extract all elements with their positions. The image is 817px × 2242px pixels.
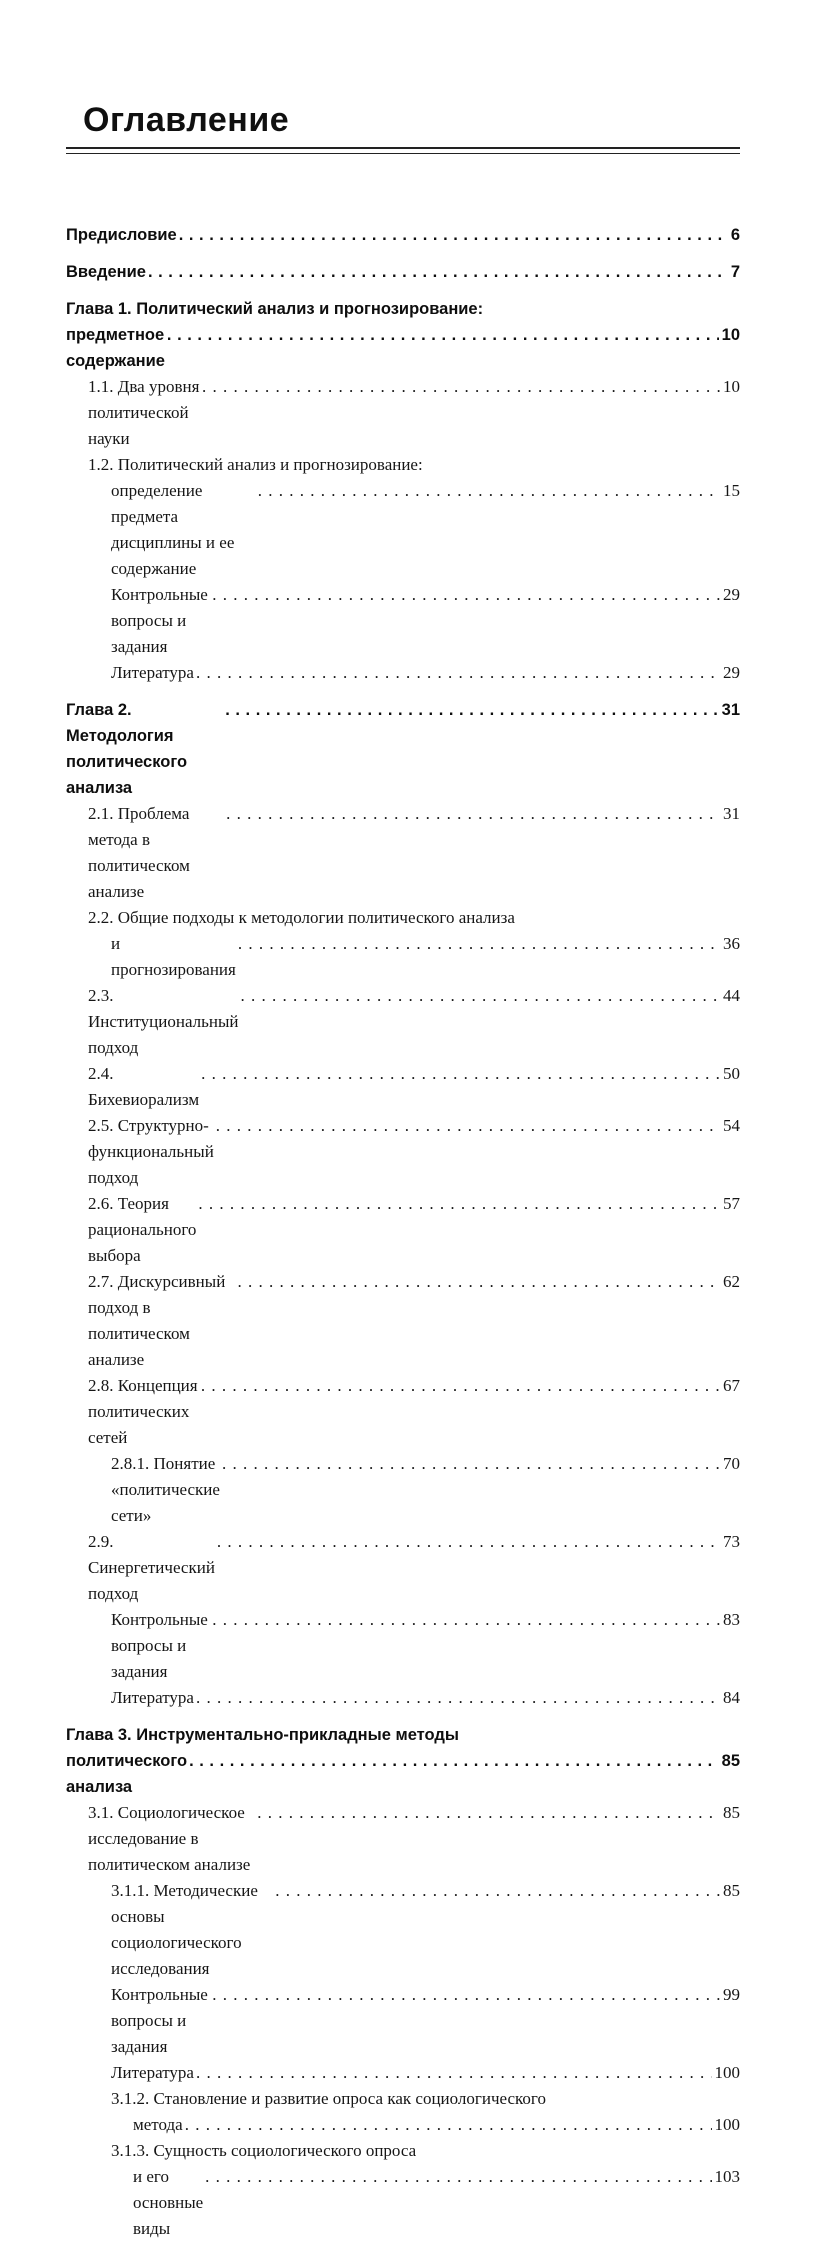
page-number: 73 bbox=[723, 1532, 740, 1551]
toc-entry-text: 3.1.2. Становление и развитие опроса как социологического bbox=[111, 2089, 546, 2108]
toc-entry-text: 2.5. Структурно-функциональный подход bbox=[88, 1116, 219, 1187]
dot-leader bbox=[196, 660, 720, 686]
toc-entry-text: 3.1. Социологическое исследование в политическом анализе bbox=[88, 1803, 251, 1874]
title-double-rule bbox=[66, 147, 740, 154]
toc-row bbox=[66, 697, 740, 801]
toc-row bbox=[66, 259, 740, 285]
dot-leader bbox=[205, 2164, 711, 2190]
toc-entry-text: предметное содержание bbox=[66, 326, 169, 370]
dot-leader bbox=[185, 2112, 712, 2138]
toc-row bbox=[66, 1451, 740, 1529]
toc-entry-text: 2.4. Бихевиорализм bbox=[88, 1064, 200, 1109]
toc-entry-text: 2.6. Теория рационального выбора bbox=[88, 1194, 201, 1265]
page-number: 31 bbox=[723, 804, 740, 823]
toc-entry-text: 3.1.3. Сущность социологического опроса bbox=[111, 2141, 417, 2160]
toc-entry-text: Введение bbox=[66, 263, 146, 281]
page-title: Оглавление bbox=[83, 101, 290, 139]
page-number: 31 bbox=[721, 701, 740, 719]
toc-row bbox=[66, 2138, 740, 2164]
toc-row bbox=[66, 1800, 740, 1878]
toc-list bbox=[66, 222, 740, 2242]
toc-row bbox=[66, 1982, 740, 2060]
dot-leader bbox=[237, 1269, 720, 1295]
toc-row bbox=[66, 2112, 740, 2138]
toc-row bbox=[66, 478, 740, 582]
toc-entry-text: 2.1. Проблема метода в политическом анализе bbox=[88, 804, 195, 901]
dot-leader bbox=[201, 1061, 720, 1087]
toc-entry-text: метода bbox=[133, 2115, 183, 2134]
dot-leader bbox=[241, 983, 721, 1009]
toc-row bbox=[66, 582, 740, 660]
toc-row bbox=[66, 222, 740, 248]
toc-row bbox=[66, 1685, 740, 1711]
dot-leader bbox=[222, 1451, 720, 1477]
toc-entry-text: 2.3. Институциональный подход bbox=[88, 986, 243, 1057]
page-number: 85 bbox=[723, 1803, 740, 1822]
dot-leader bbox=[226, 801, 720, 827]
dot-leader bbox=[275, 1878, 720, 1904]
toc-row bbox=[66, 322, 740, 374]
page-number: 83 bbox=[723, 1610, 740, 1629]
page-number: 10 bbox=[723, 377, 740, 396]
page-number: 29 bbox=[723, 585, 740, 604]
toc-row bbox=[66, 1373, 740, 1451]
toc-row bbox=[66, 983, 740, 1061]
page-number: 67 bbox=[723, 1376, 740, 1395]
page-number: 85 bbox=[723, 1881, 740, 1900]
toc-entry-text: определение предмета дисциплины и ее содержание bbox=[111, 481, 239, 578]
page-number: 62 bbox=[723, 1272, 740, 1291]
toc-entry-text: 2.8.1. Понятие «политические сети» bbox=[111, 1454, 225, 1525]
dot-leader bbox=[189, 1748, 719, 1774]
toc-entry-text: Литература bbox=[111, 1688, 194, 1707]
toc-entry-text: 2.8. Концепция политических сетей bbox=[88, 1376, 202, 1447]
dot-leader bbox=[212, 582, 720, 608]
toc-entry-text: 2.2. Общие подходы к методологии политического анализа bbox=[88, 908, 515, 927]
page-number: 7 bbox=[730, 263, 740, 281]
page-number: 57 bbox=[723, 1194, 740, 1213]
toc-entry-text: 1.2. Политический анализ и прогнозирование: bbox=[88, 455, 423, 474]
toc-entry-text: Предисловие bbox=[66, 226, 177, 244]
dot-leader bbox=[225, 697, 718, 723]
page-number: 54 bbox=[723, 1116, 740, 1135]
toc-entry-text: 2.7. Дискурсивный подход в политическом анализе bbox=[88, 1272, 230, 1369]
toc-row bbox=[66, 905, 740, 931]
page-number: 99 bbox=[723, 1985, 740, 2004]
toc-row bbox=[66, 2164, 740, 2242]
toc-entry-text: 2.9. Синергетический подход bbox=[88, 1532, 220, 1603]
toc-row bbox=[66, 1748, 740, 1800]
toc-entry-text: Контрольные вопросы и задания bbox=[111, 585, 213, 656]
dot-leader bbox=[198, 1191, 720, 1217]
toc-entry-text: Контрольные вопросы и задания bbox=[111, 1985, 213, 2056]
toc-entry-text: Глава 3. Инструментально-прикладные методы bbox=[66, 1726, 459, 1744]
dot-leader bbox=[179, 222, 728, 248]
dot-leader bbox=[217, 1529, 720, 1555]
toc-row bbox=[66, 296, 740, 322]
page-number: 50 bbox=[723, 1064, 740, 1083]
page-number: 103 bbox=[714, 2167, 740, 2186]
page-number: 100 bbox=[714, 2063, 740, 2082]
toc-row bbox=[66, 2086, 740, 2112]
toc-entry-text: Литература bbox=[111, 663, 194, 682]
toc-row bbox=[66, 931, 740, 983]
dot-leader bbox=[202, 374, 720, 400]
page-number: 84 bbox=[723, 1688, 740, 1707]
toc-row bbox=[66, 1607, 740, 1685]
dot-leader bbox=[212, 1982, 720, 2008]
dot-leader bbox=[212, 1607, 720, 1633]
toc-entry-text: политического анализа bbox=[66, 1752, 192, 1796]
toc-row bbox=[66, 2060, 740, 2086]
dot-leader bbox=[238, 931, 720, 957]
toc-row bbox=[66, 1061, 740, 1113]
page-number: 10 bbox=[721, 326, 740, 344]
page-number: 6 bbox=[730, 226, 740, 244]
toc-row bbox=[66, 1113, 740, 1191]
toc-row bbox=[66, 1529, 740, 1607]
toc-entry-text: Глава 2. Методология политического анализа bbox=[66, 701, 192, 797]
dot-leader bbox=[196, 2060, 712, 2086]
dot-leader bbox=[216, 1113, 720, 1139]
toc-row bbox=[66, 374, 740, 452]
dot-leader bbox=[257, 1800, 720, 1826]
toc-entry-text: Глава 1. Политический анализ и прогнозирование: bbox=[66, 300, 484, 318]
dot-leader bbox=[196, 1685, 720, 1711]
toc-row bbox=[66, 801, 740, 905]
toc-row bbox=[66, 1878, 740, 1982]
page-number: 85 bbox=[721, 1752, 740, 1770]
toc-entry-text: Контрольные вопросы и задания bbox=[111, 1610, 213, 1681]
dot-leader bbox=[148, 259, 728, 285]
page-number: 70 bbox=[723, 1454, 740, 1473]
toc-row bbox=[66, 1722, 740, 1748]
page-number: 15 bbox=[723, 481, 740, 500]
toc-entry-text: 1.1. Два уровня политической науки bbox=[88, 377, 204, 448]
toc-entry-text: и его основные виды bbox=[133, 2167, 208, 2238]
dot-leader bbox=[201, 1373, 720, 1399]
toc-row bbox=[66, 1269, 740, 1373]
toc-entry-text: 3.1.1. Методические основы социологического исследования bbox=[111, 1881, 263, 1978]
toc-row bbox=[66, 452, 740, 478]
toc-entry-text: и прогнозирования bbox=[111, 934, 236, 979]
page-number: 44 bbox=[723, 986, 740, 1005]
dot-leader bbox=[167, 322, 719, 348]
toc-row bbox=[66, 1191, 740, 1269]
dot-leader bbox=[258, 478, 720, 504]
page-number: 100 bbox=[714, 2115, 740, 2134]
page-number: 36 bbox=[723, 934, 740, 953]
toc-entry-text: Литература bbox=[111, 2063, 194, 2082]
toc-row bbox=[66, 660, 740, 686]
page-number: 29 bbox=[723, 663, 740, 682]
